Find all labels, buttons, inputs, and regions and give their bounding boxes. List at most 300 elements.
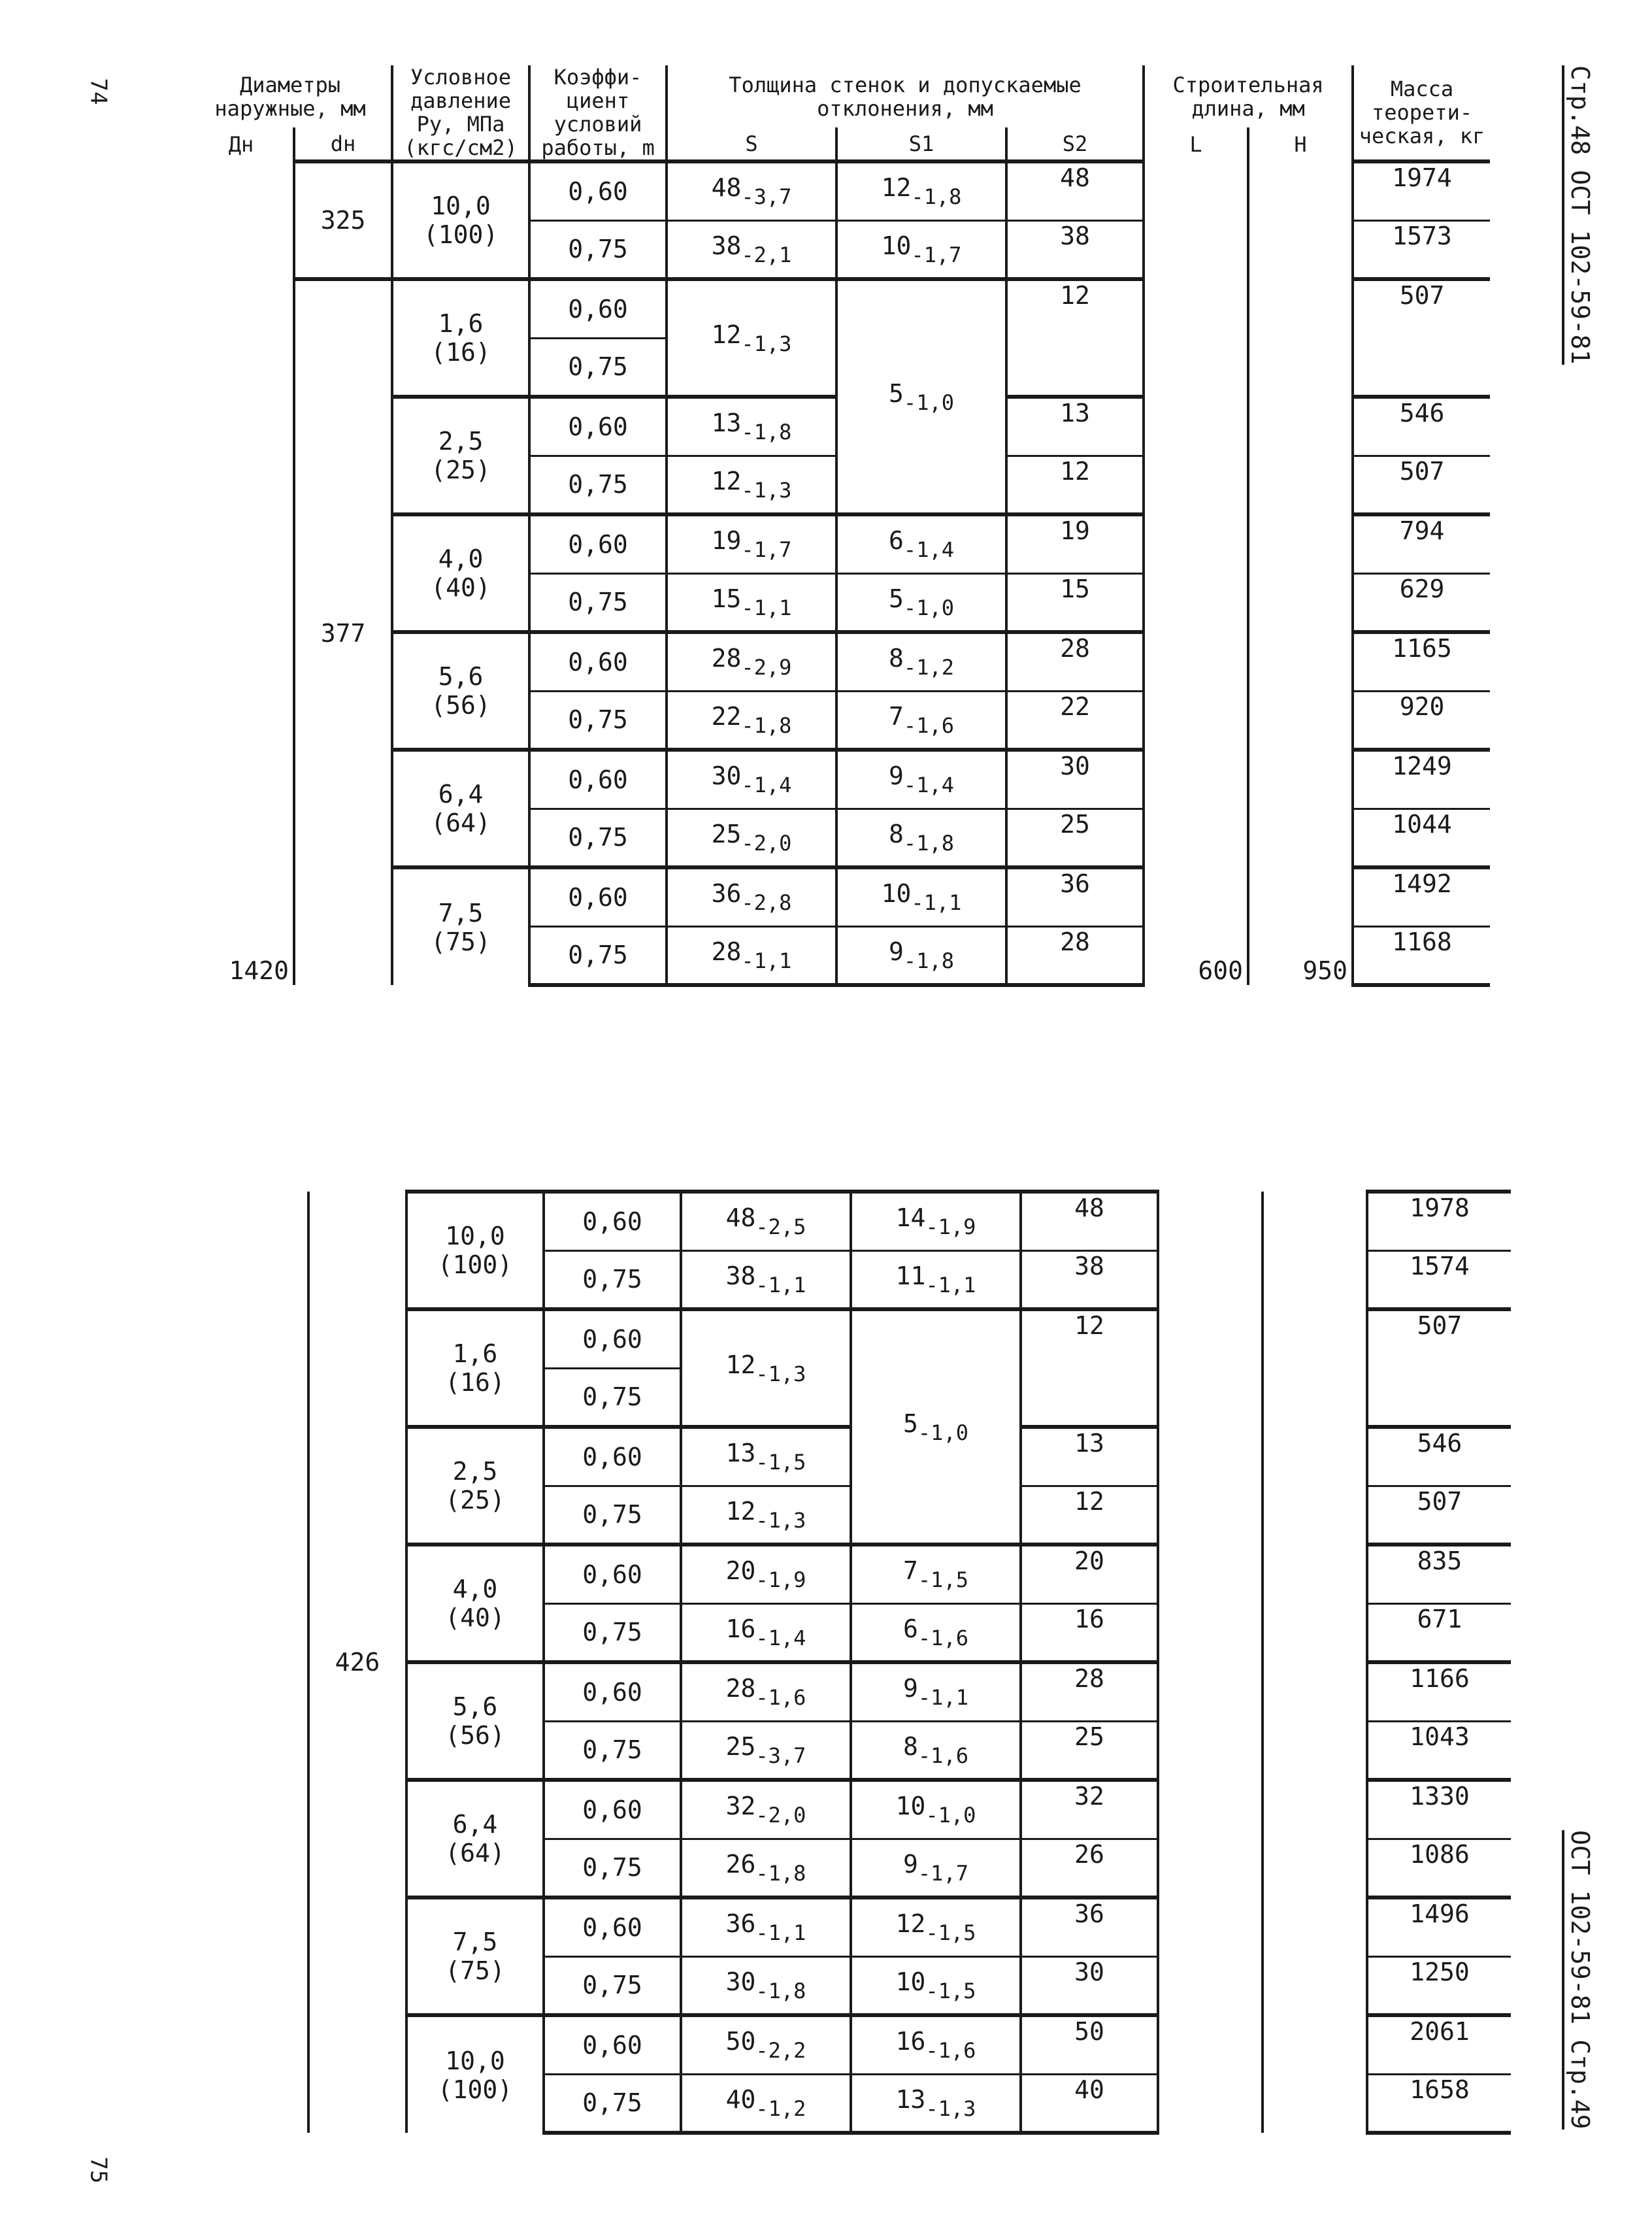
cell-pressure — [406, 2015, 544, 2133]
cell-S1-value: 12 — [881, 173, 912, 203]
cell-coef: 0,60 — [544, 1897, 681, 1956]
cell-S1-value: 9 — [903, 1674, 918, 1703]
cell-S — [681, 1956, 851, 2015]
cell-S-value: 12 — [725, 1350, 756, 1379]
cell-S1-tolerance: -1,1 — [911, 890, 962, 916]
cell-mass: 835 — [1367, 1545, 1511, 1603]
cell-S1 — [851, 1839, 1021, 1897]
cell-S-tolerance: -2,0 — [741, 830, 792, 856]
pressure-mpa: 10,0 — [445, 1222, 505, 1250]
cell-S — [681, 1721, 851, 1780]
cell-S1-tolerance: -1,1 — [925, 1272, 976, 1297]
cell-S — [681, 1427, 851, 1486]
cell-S1-value: 12 — [895, 1909, 926, 1939]
cell-S1 — [836, 514, 1006, 573]
cell-S-tolerance: -1,4 — [741, 773, 792, 798]
cell-coef: 0,60 — [529, 867, 667, 926]
cell-S — [667, 867, 836, 926]
pressure-kgf: (25) — [445, 1486, 505, 1514]
bottom-pipe-table — [307, 1190, 1511, 2135]
cell-S2: 28 — [1006, 926, 1144, 985]
cell-S — [681, 2015, 851, 2074]
cell-pressure — [406, 1309, 544, 1427]
cell-mass: 507 — [1367, 1309, 1511, 1427]
cell-pressure — [392, 514, 529, 632]
cell-mass: 507 — [1353, 279, 1490, 397]
cell-S-tolerance: -2,5 — [755, 1214, 806, 1240]
cell-S1-value: 8 — [903, 1731, 918, 1761]
cell-mass: 1086 — [1367, 1839, 1511, 1897]
cell-S2: 12 — [1006, 456, 1144, 514]
cell-S — [681, 1662, 851, 1721]
cell-S-value: 28 — [711, 937, 742, 966]
cell-S — [681, 2074, 851, 2133]
cell-S1 — [836, 809, 1006, 867]
cell-S-tolerance: -2,9 — [741, 655, 792, 680]
cell-S-value: 28 — [711, 644, 742, 673]
header-thickness: Толщина стенок и допускаемые отклонения, мм — [667, 65, 1144, 127]
cell-S — [681, 1839, 851, 1897]
cell-pressure — [392, 161, 529, 279]
cell-S2: 36 — [1021, 1897, 1158, 1956]
cell-S2: 13 — [1021, 1427, 1158, 1486]
cell-coef: 0,60 — [544, 1427, 681, 1486]
cell-coef: 0,60 — [544, 1662, 681, 1721]
cell-S1-tolerance: -1,8 — [903, 948, 954, 973]
cell-coef: 0,75 — [529, 573, 667, 632]
header-S1: S1 — [836, 127, 1006, 161]
pressure-mpa: 5,6 — [438, 662, 484, 691]
cell-S-tolerance: -1,1 — [755, 1272, 806, 1297]
cell-S1-value: 5 — [889, 378, 904, 408]
cell-S1 — [851, 1721, 1021, 1780]
cell-S2: 32 — [1021, 1780, 1158, 1839]
cell-S-tolerance: -1,8 — [741, 420, 792, 445]
cell-pressure — [392, 279, 529, 397]
cell-mass: 671 — [1367, 1603, 1511, 1662]
cell-S-tolerance: -1,3 — [741, 331, 792, 356]
cell-S-tolerance: -1,1 — [755, 1920, 806, 1946]
cell-mass: 1573 — [1353, 220, 1490, 279]
pressure-mpa: 5,6 — [452, 1692, 498, 1721]
cell-S2: 40 — [1021, 2074, 1158, 2133]
cell-S1-tolerance: -1,4 — [903, 537, 954, 563]
cell-S1-tolerance: -1,8 — [911, 184, 962, 210]
cell-S-value: 30 — [725, 1967, 756, 1996]
cell-mass: 1574 — [1367, 1250, 1511, 1309]
cell-S — [667, 514, 836, 573]
cell-S1 — [851, 1309, 1021, 1545]
cell-S-value: 40 — [725, 2084, 756, 2114]
cell-S-tolerance: -2,2 — [755, 2038, 806, 2064]
cell-S-value: 12 — [711, 320, 742, 349]
cell-S-tolerance: -1,3 — [755, 1507, 806, 1533]
cell-dn: 377 — [294, 279, 392, 985]
cell-S-value: 26 — [725, 1849, 756, 1879]
header-dn: dн — [294, 127, 392, 161]
cell-S1 — [836, 632, 1006, 691]
cell-S1-tolerance: -1,5 — [917, 1567, 968, 1593]
cell-Dn: 1420 — [190, 161, 294, 985]
cell-S2: 48 — [1006, 161, 1144, 220]
cell-S — [667, 397, 836, 456]
cell-S-value: 48 — [725, 1203, 756, 1233]
cell-S1 — [836, 691, 1006, 750]
cell-S1 — [836, 926, 1006, 985]
cell-coef: 0,60 — [529, 279, 667, 338]
cell-S1 — [851, 1662, 1021, 1721]
cell-pressure — [392, 632, 529, 750]
cell-S2: 38 — [1021, 1250, 1158, 1309]
cell-S1-tolerance: -1,6 — [925, 2038, 976, 2064]
cell-H: 950 — [1248, 161, 1353, 985]
pressure-kgf: (75) — [431, 927, 491, 956]
cell-S-tolerance: -1,6 — [755, 1685, 806, 1711]
cell-coef: 0,75 — [544, 1603, 681, 1662]
cell-coef: 0,60 — [529, 514, 667, 573]
cell-S-value: 19 — [711, 526, 742, 556]
cell-S1-tolerance: -1,6 — [903, 712, 954, 738]
cell-S — [667, 926, 836, 985]
cell-pressure — [392, 397, 529, 514]
cell-pressure — [406, 1897, 544, 2015]
cell-dn: 426 — [308, 1192, 406, 2133]
cell-S — [681, 1545, 851, 1603]
pressure-mpa: 4,0 — [452, 1575, 498, 1603]
cell-S1-tolerance: -1,4 — [903, 773, 954, 798]
cell-mass: 920 — [1353, 691, 1490, 750]
top-pipe-table — [190, 65, 1490, 987]
cell-S-value: 12 — [725, 1496, 756, 1526]
cell-S-tolerance: -2,8 — [741, 890, 792, 916]
cell-S2: 20 — [1021, 1545, 1158, 1603]
header-length: Строительная длина, мм — [1144, 65, 1353, 127]
cell-S1-value: 6 — [889, 526, 904, 556]
cell-S1-value: 10 — [895, 1792, 926, 1821]
cell-S1-value: 16 — [895, 2027, 926, 2056]
cell-S — [667, 632, 836, 691]
cell-S2: 30 — [1021, 1956, 1158, 2015]
cell-S1-tolerance: -1,7 — [911, 242, 962, 267]
cell-S1-value: 13 — [895, 2084, 926, 2114]
cell-S-value: 38 — [711, 231, 742, 260]
cell-S-value: 20 — [725, 1556, 756, 1586]
cell-coef: 0,75 — [529, 691, 667, 750]
cell-S-value: 25 — [711, 819, 742, 848]
cell-S1-value: 7 — [889, 701, 904, 731]
cell-mass: 1492 — [1353, 867, 1490, 926]
cell-S-value: 38 — [725, 1261, 756, 1290]
cell-coef: 0,60 — [529, 397, 667, 456]
cell-mass: 1496 — [1367, 1897, 1511, 1956]
cell-S2: 15 — [1006, 573, 1144, 632]
cell-pressure — [406, 1780, 544, 1897]
cell-S1-value: 11 — [895, 1261, 926, 1290]
cell-S1-value: 5 — [889, 584, 904, 613]
cell-mass: 1249 — [1353, 750, 1490, 809]
pressure-kgf: (25) — [431, 456, 491, 484]
cell-S-value: 50 — [725, 2027, 756, 2056]
cell-S1 — [851, 2074, 1021, 2133]
cell-S1 — [836, 573, 1006, 632]
cell-coef: 0,60 — [529, 750, 667, 809]
cell-S-value: 13 — [725, 1439, 756, 1468]
cell-S1-value: 10 — [881, 879, 912, 909]
side-header-top: Стр.48 ОСТ 102-59-81 — [1562, 65, 1594, 365]
pressure-mpa: 6,4 — [452, 1810, 498, 1839]
cell-S1-tolerance: -1,0 — [917, 1420, 968, 1445]
cell-S2: 25 — [1021, 1721, 1158, 1780]
cell-mass: 546 — [1353, 397, 1490, 456]
pressure-mpa: 2,5 — [452, 1457, 498, 1486]
cell-mass: 546 — [1367, 1427, 1511, 1486]
pressure-mpa: 7,5 — [438, 898, 484, 928]
pressure-kgf: (100) — [437, 2075, 513, 2104]
cell-mass: 1330 — [1367, 1780, 1511, 1839]
cell-coef: 0,60 — [544, 1545, 681, 1603]
cell-S1 — [851, 1250, 1021, 1309]
cell-S-value: 36 — [725, 1909, 756, 1939]
cell-S-value: 28 — [725, 1674, 756, 1703]
cell-S1 — [851, 1897, 1021, 1956]
cell-mass: 1043 — [1367, 1721, 1511, 1780]
cell-coef: 0,75 — [544, 1956, 681, 2015]
pressure-kgf: (100) — [423, 220, 499, 249]
cell-pressure — [392, 750, 529, 867]
cell-S-tolerance: -2,0 — [755, 1803, 806, 1828]
header-S: S — [667, 127, 836, 161]
cell-S2: 28 — [1021, 1662, 1158, 1721]
cell-coef: 0,60 — [544, 2015, 681, 2074]
cell-S1-tolerance: -1,3 — [925, 2096, 976, 2121]
pressure-kgf: (64) — [445, 1839, 505, 1867]
cell-S1-tolerance: -1,7 — [917, 1860, 968, 1886]
pressure-mpa: 2,5 — [438, 427, 484, 456]
cell-coef: 0,75 — [529, 220, 667, 279]
cell-coef: 0,75 — [544, 1250, 681, 1309]
cell-S-tolerance: -3,7 — [741, 184, 792, 210]
cell-S-value: 22 — [711, 701, 742, 731]
cell-S-tolerance: -1,4 — [755, 1625, 806, 1650]
pressure-kgf: (40) — [431, 573, 491, 602]
cell-S-tolerance: -1,8 — [755, 1860, 806, 1886]
cell-S1-tolerance: -1,0 — [903, 390, 954, 415]
cell-mass: 2061 — [1367, 2015, 1511, 2074]
cell-coef: 0,75 — [544, 1486, 681, 1545]
cell-mass: 794 — [1353, 514, 1490, 573]
cell-S — [681, 1780, 851, 1839]
cell-S1-value: 8 — [889, 819, 904, 848]
pressure-mpa: 10,0 — [431, 192, 491, 220]
cell-coef: 0,75 — [544, 1839, 681, 1897]
cell-coef: 0,60 — [544, 1309, 681, 1368]
cell-S2: 12 — [1021, 1486, 1158, 1545]
cell-S — [681, 1309, 851, 1427]
cell-S — [667, 279, 836, 397]
cell-coef: 0,75 — [529, 338, 667, 397]
cell-S — [681, 1603, 851, 1662]
cell-S1-tolerance: -1,0 — [925, 1803, 976, 1828]
header-H: H — [1248, 127, 1353, 161]
cell-S1-tolerance: -1,1 — [917, 1685, 968, 1711]
cell-coef: 0,75 — [544, 1368, 681, 1427]
cell-S — [681, 1897, 851, 1956]
cell-coef: 0,75 — [529, 809, 667, 867]
pressure-kgf: (64) — [431, 809, 491, 837]
cell-coef: 0,75 — [544, 2074, 681, 2133]
cell-S — [681, 1486, 851, 1545]
pressure-kgf: (16) — [445, 1368, 505, 1397]
cell-S1-value: 10 — [895, 1967, 926, 1996]
cell-S1 — [851, 1780, 1021, 1839]
cell-S-tolerance: -1,7 — [741, 537, 792, 563]
pressure-mpa: 6,4 — [438, 780, 484, 809]
cell-L — [1158, 1192, 1263, 2133]
cell-S2: 38 — [1006, 220, 1144, 279]
cell-S-tolerance: -1,8 — [755, 1978, 806, 2003]
cell-coef: 0,60 — [529, 632, 667, 691]
cell-S1 — [836, 279, 1006, 514]
cell-S-tolerance: -1,9 — [755, 1567, 806, 1593]
cell-S-value: 30 — [711, 761, 742, 791]
cell-S1-tolerance: -1,2 — [903, 655, 954, 680]
cell-S-tolerance: -1,1 — [741, 948, 792, 973]
cell-S2: 26 — [1021, 1839, 1158, 1897]
cell-S-tolerance: -1,1 — [741, 595, 792, 620]
cell-S-value: 16 — [725, 1614, 756, 1643]
cell-pressure — [392, 867, 529, 985]
cell-S2: 28 — [1006, 632, 1144, 691]
cell-mass: 1658 — [1367, 2074, 1511, 2133]
cell-S1 — [836, 867, 1006, 926]
pressure-kgf: (16) — [431, 338, 491, 367]
pressure-mpa: 7,5 — [452, 1928, 498, 1956]
pressure-kgf: (56) — [445, 1721, 505, 1750]
cell-S1 — [851, 1545, 1021, 1603]
cell-S1 — [836, 161, 1006, 220]
cell-S1-value: 9 — [903, 1849, 918, 1879]
cell-S2: 12 — [1006, 279, 1144, 397]
cell-H — [1263, 1192, 1367, 2133]
cell-S-value: 48 — [711, 173, 742, 203]
cell-S2: 50 — [1021, 2015, 1158, 2074]
cell-S1 — [836, 750, 1006, 809]
cell-S-value: 32 — [725, 1792, 756, 1821]
cell-S1 — [851, 2015, 1021, 2074]
cell-S1-value: 7 — [903, 1556, 918, 1586]
cell-coef: 0,75 — [544, 1721, 681, 1780]
page-number-top: 74 — [85, 78, 112, 105]
cell-S2: 25 — [1006, 809, 1144, 867]
header-mass: Масса теорети- ческая, кг — [1359, 76, 1485, 148]
cell-S — [681, 1250, 851, 1309]
cell-mass: 1166 — [1367, 1662, 1511, 1721]
cell-mass: 1044 — [1353, 809, 1490, 867]
cell-mass: 1250 — [1367, 1956, 1511, 2015]
cell-S1-value: 6 — [903, 1614, 918, 1643]
header-pressure: Условное давление Pу, МПа (кгс/см2) — [392, 65, 529, 161]
cell-S2: 13 — [1006, 397, 1144, 456]
cell-S — [667, 573, 836, 632]
cell-L: 600 — [1144, 161, 1248, 985]
pressure-kgf: (75) — [445, 1956, 505, 1985]
pressure-mpa: 1,6 — [438, 309, 484, 338]
cell-mass: 507 — [1367, 1486, 1511, 1545]
cell-pressure — [406, 1427, 544, 1545]
cell-S-value: 15 — [711, 584, 742, 613]
cell-S1 — [851, 1956, 1021, 2015]
cell-mass: 1165 — [1353, 632, 1490, 691]
cell-S1-value: 8 — [889, 644, 904, 673]
header-diameters: Диаметры наружные, мм — [190, 65, 392, 127]
cell-S-tolerance: -1,8 — [741, 712, 792, 738]
cell-S1 — [851, 1192, 1021, 1250]
cell-S — [667, 691, 836, 750]
header-Dn: Дн — [190, 127, 294, 161]
cell-S1-value: 10 — [881, 231, 912, 260]
cell-S-tolerance: -1,3 — [741, 477, 792, 503]
cell-pressure — [406, 1545, 544, 1662]
cell-S1-tolerance: -1,9 — [925, 1214, 976, 1240]
pressure-mpa: 10,0 — [445, 2046, 505, 2075]
cell-S1-tolerance: -1,8 — [903, 830, 954, 856]
cell-coef: 0,75 — [529, 926, 667, 985]
cell-pressure — [406, 1192, 544, 1309]
cell-S1-tolerance: -1,5 — [925, 1978, 976, 2003]
cell-S-tolerance: -3,7 — [755, 1743, 806, 1768]
cell-S-value: 12 — [711, 466, 742, 495]
cell-S2: 16 — [1021, 1603, 1158, 1662]
cell-mass: 1974 — [1353, 161, 1490, 220]
cell-S2: 19 — [1006, 514, 1144, 573]
pressure-kgf: (56) — [431, 691, 491, 720]
cell-S1-tolerance: -1,5 — [925, 1920, 976, 1946]
cell-S1 — [851, 1603, 1021, 1662]
cell-pressure — [406, 1662, 544, 1780]
cell-S — [681, 1192, 851, 1250]
cell-S — [667, 750, 836, 809]
cell-S1-value: 9 — [889, 761, 904, 791]
cell-coef: 0,75 — [529, 456, 667, 514]
cell-mass: 507 — [1353, 456, 1490, 514]
cell-S2: 30 — [1006, 750, 1144, 809]
page-number-bottom: 75 — [85, 2156, 112, 2184]
cell-S — [667, 161, 836, 220]
cell-S2: 48 — [1021, 1192, 1158, 1250]
cell-S-tolerance: -1,2 — [755, 2096, 806, 2121]
cell-S2: 12 — [1021, 1309, 1158, 1427]
pressure-mpa: 4,0 — [438, 544, 484, 573]
pressure-kgf: (100) — [437, 1250, 513, 1279]
cell-S1-tolerance: -1,6 — [917, 1743, 968, 1768]
cell-S1-tolerance: -1,0 — [903, 595, 954, 620]
side-header-bottom: ОСТ 102-59-81 Стр.49 — [1562, 1830, 1594, 2130]
cell-S-value: 36 — [711, 879, 742, 909]
cell-S-value: 13 — [711, 409, 742, 438]
header-L: L — [1144, 127, 1248, 161]
cell-S — [667, 220, 836, 279]
cell-S — [667, 456, 836, 514]
cell-mass: 1978 — [1367, 1192, 1511, 1250]
cell-coef: 0,60 — [544, 1192, 681, 1250]
cell-S1-value: 9 — [889, 937, 904, 966]
pressure-kgf: (40) — [445, 1603, 505, 1632]
cell-dn: 325 — [294, 161, 392, 279]
cell-coef: 0,60 — [529, 161, 667, 220]
cell-S-tolerance: -1,3 — [755, 1361, 806, 1386]
cell-S1-tolerance: -1,6 — [917, 1625, 968, 1650]
cell-S-value: 25 — [725, 1731, 756, 1761]
